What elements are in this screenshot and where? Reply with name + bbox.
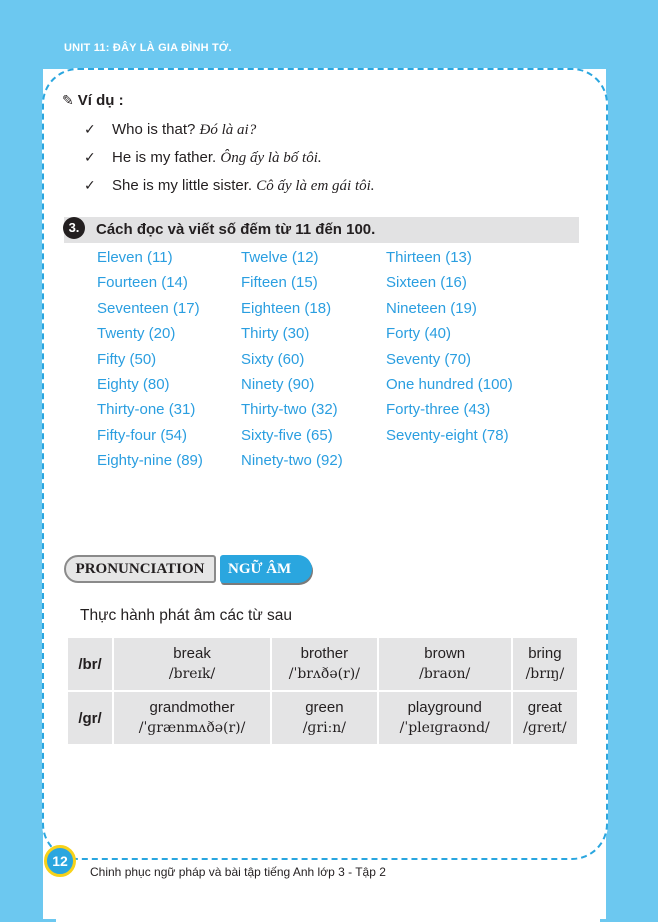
sound-cell: /gr/ — [67, 691, 113, 745]
number-word: Eighty-nine (89) — [97, 452, 203, 469]
number-word: Twelve (12) — [241, 249, 319, 266]
word-cell — [113, 691, 271, 745]
footer-book-title: Chinh phục ngữ pháp và bài tập tiếng Anh lớp 3 - Tập 2 — [90, 865, 386, 879]
ipa: /braʊn/ — [419, 666, 471, 682]
number-word: Eleven (11) — [97, 249, 173, 266]
number-word: Eighteen (18) — [241, 300, 332, 317]
page-number-badge: 12 — [44, 845, 76, 877]
pencil-icon: ✎ — [62, 92, 74, 108]
number-word: Fifty-four (54) — [97, 427, 188, 444]
table-row — [67, 691, 578, 745]
ipa: /ɡreɪt/ — [523, 720, 567, 736]
example-en: She is my little sister. — [112, 177, 253, 194]
sound-cell: /br/ — [67, 637, 113, 691]
pronunciation-label-vn: NGỮ ÂM — [220, 555, 312, 583]
word: brown — [424, 645, 466, 662]
example-vn: Ông ấy là bố tôi. — [220, 150, 322, 166]
number-word: Seventeen (17) — [97, 300, 200, 317]
table-row — [67, 637, 578, 691]
word: brother — [300, 645, 349, 662]
example-en: He is my father. — [112, 149, 217, 166]
word: great — [527, 699, 562, 716]
example-line — [84, 177, 375, 195]
example-en: Who is that? — [112, 121, 196, 138]
number-word: Fifty (50) — [97, 351, 157, 368]
pronunciation-instruction: Thực hành phát âm các từ sau — [80, 607, 293, 624]
number-word: Forty (40) — [386, 325, 452, 342]
number-word: Sixteen (16) — [386, 274, 467, 291]
number-word: Twenty (20) — [97, 325, 176, 342]
word: bring — [528, 645, 562, 662]
number-word: Sixty (60) — [241, 351, 305, 368]
right-border-band — [600, 60, 658, 922]
number-word: Thirty (30) — [241, 325, 310, 342]
ipa: /breɪk/ — [168, 666, 216, 682]
pronunciation-table — [66, 636, 579, 746]
number-word: Fourteen (14) — [97, 274, 188, 291]
number-word: Thirty-two (32) — [241, 401, 338, 418]
ipa: /ˈɡrænmʌðə(r)/ — [138, 720, 246, 736]
example-vn: Cô ấy là em gái tôi. — [256, 178, 375, 194]
check-icon: ✓ — [84, 121, 96, 137]
ipa: /ˈpleɪɡraʊnd/ — [399, 720, 490, 736]
check-icon: ✓ — [84, 149, 96, 165]
example-line — [84, 149, 322, 167]
word-cell — [512, 637, 578, 691]
word-cell — [113, 637, 271, 691]
number-word: Forty-three (43) — [386, 401, 491, 418]
word: break — [173, 645, 211, 662]
word: playground — [407, 699, 482, 716]
number-word: Thirty-one (31) — [97, 401, 196, 418]
section-3-number-badge: 3. — [63, 217, 85, 239]
word-cell — [378, 637, 512, 691]
word-cell — [378, 691, 512, 745]
word-cell — [271, 637, 378, 691]
unit-title: UNIT 11: ĐÂY LÀ GIA ĐÌNH TỚ. — [64, 42, 232, 54]
ipa: /ˈbrʌðə(r)/ — [288, 666, 360, 682]
check-icon: ✓ — [84, 177, 96, 193]
number-word: Eighty (80) — [97, 376, 170, 393]
word-cell — [271, 691, 378, 745]
number-word: Seventy (70) — [386, 351, 472, 368]
ipa: /brɪŋ/ — [525, 666, 565, 682]
number-word: Sixty-five (65) — [241, 427, 333, 444]
example-heading — [62, 92, 124, 109]
example-vn: Đó là ai? — [199, 122, 257, 138]
pronunciation-label: PRONUNCIATION — [64, 555, 216, 583]
number-word: Seventy-eight (78) — [386, 427, 509, 444]
word-cell — [512, 691, 578, 745]
number-word: Nineteen (19) — [386, 300, 477, 317]
ipa: /ɡriːn/ — [302, 720, 347, 736]
number-word: Fifteen (15) — [241, 274, 318, 291]
number-word: Thirteen (13) — [386, 249, 472, 266]
number-word: One hundred (100) — [386, 376, 513, 393]
example-heading-label: Ví dụ : — [77, 92, 124, 109]
number-word: Ninety-two (92) — [241, 452, 343, 469]
example-line — [84, 121, 256, 139]
section-3-title: Cách đọc và viết số đếm từ 11 đến 100. — [96, 221, 376, 238]
number-word: Ninety (90) — [241, 376, 315, 393]
word: grandmother — [149, 699, 235, 716]
word: green — [305, 699, 344, 716]
